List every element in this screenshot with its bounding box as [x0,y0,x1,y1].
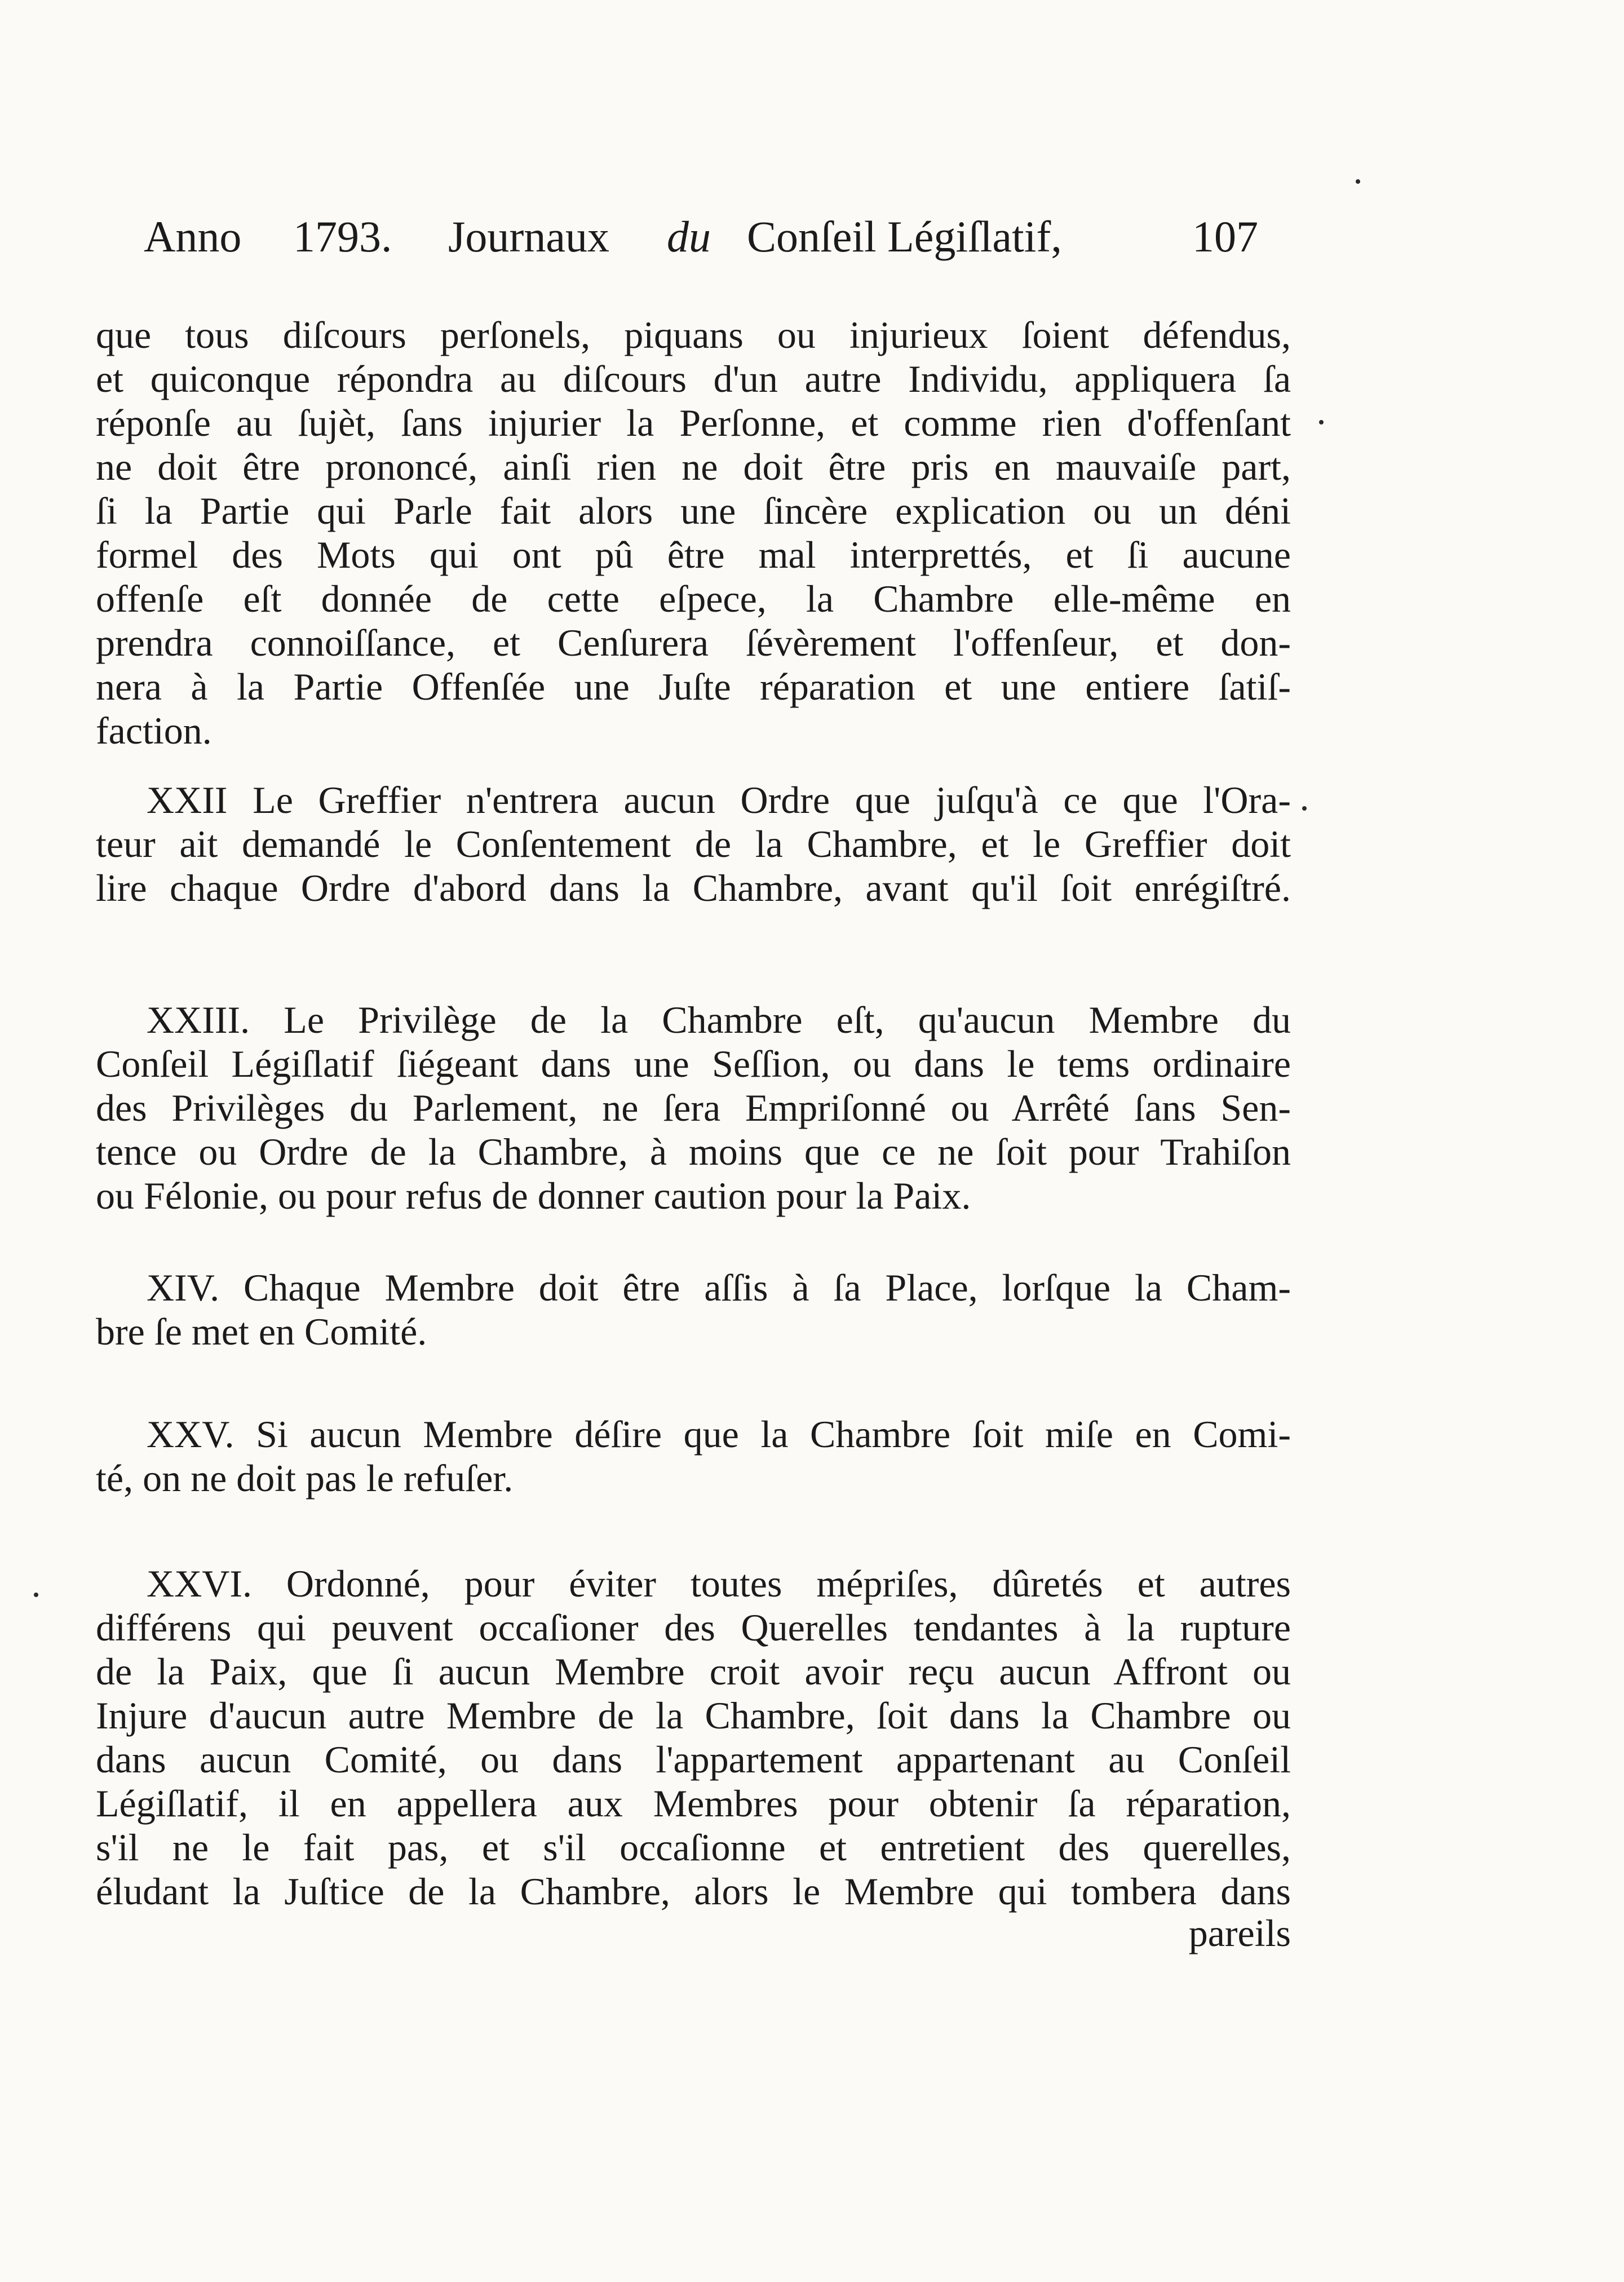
ink-speck [1319,420,1324,424]
header-du: du [667,212,711,261]
text-line: prendra connoiſſance, et Cenſurera ſévèrement l'offenſeur, et don- [96,621,1291,664]
running-header [144,203,1288,271]
text-line: dans aucun Comité, ou dans l'appartement appartenant au Conſeil [96,1738,1291,1781]
text-line: ſi la Partie qui Parle fait alors une ſincère explication ou un déni [96,489,1291,532]
text-line: différens qui peuvent occaſioner des Querelles tendantes à la rupture [96,1606,1291,1649]
text-line: des Privilèges du Parlement, ne ſera Empriſonné ou Arrêté ſans Sen- [96,1086,1291,1129]
text-line: té, on ne doit pas le refuſer. [96,1457,514,1500]
text-line: ou Félonie, ou pour refus de donner caution pour la Paix. [96,1174,971,1217]
text-line: Injure d'aucun autre Membre de la Chambre, ſoit dans la Chambre ou [96,1694,1291,1737]
text-line: tence ou Ordre de la Chambre, à moins que ce ne ſoit pour Trahiſon [96,1130,1291,1173]
text-line: XXII Le Greffier n'entrera aucun Ordre que juſqu'à ce que l'Ora- [147,779,1291,821]
text-line: bre ſe met en Comité. [96,1310,427,1353]
text-line: Conſeil Légiſlatif ſiégeant dans une Seſſion, ou dans le tems ordinaire [96,1042,1291,1085]
page-number: 107 [1192,212,1258,261]
text-line: XXIII. Le Privilège de la Chambre eſt, qu'aucun Membre du [147,998,1291,1041]
text-line: XXVI. Ordonné, pour éviter toutes mépriſes, dûretés et autres [147,1562,1291,1605]
text-line: nera à la Partie Offenſée une Juſte réparation et une entiere ſatiſ- [96,665,1291,708]
catchword: pareils [1188,1912,1291,1954]
paragraph-continuation [96,313,1291,753]
paragraph-article-xxv [96,1412,1291,1500]
paragraph-article-xxvi [96,1562,1291,1913]
text-line: lire chaque Ordre d'abord dans la Chambre, avant qu'il ſoit enrégiſtré. [96,866,1291,909]
text-line: faction. [96,709,212,752]
paragraph-article-xxiii [96,998,1291,1218]
header-anno: Anno [144,212,242,261]
paragraph-article-xiv [96,1266,1291,1354]
ink-speck [1302,806,1307,811]
text-line: de la Paix, que ſi aucun Membre croit avoir reçu aucun Affront ou [96,1650,1291,1693]
text-line: ne doit être prononcé, ainſi rien ne doit être pris en mauvaiſe part, [96,445,1291,488]
text-line: que tous diſcours perſonels, piquans ou injurieux ſoient défendus, [96,313,1291,356]
text-line: teur ait demandé le Conſentement de la Chambre, et le Greffier doit [96,822,1291,865]
catchword-block [96,1911,1291,1955]
text-line: Légiſlatif, il en appellera aux Membres pour obtenir ſa réparation, [96,1782,1291,1825]
ink-speck [1356,179,1360,184]
text-line: formel des Mots qui ont pû être mal interprettés, et ſi aucune [96,533,1291,576]
header-journaux: Journaux [448,212,609,261]
header-year: 1793. [293,212,392,261]
text-line: XIV. Chaque Membre doit être aſſis à ſa Place, lorſque la Cham- [147,1266,1291,1309]
text-line: et quiconque répondra au diſcours d'un autre Individu, appliquera ſa [96,357,1291,400]
text-line: éludant la Juſtice de la Chambre, alors le Membre qui tombera dans [96,1870,1291,1913]
text-line: offenſe eſt donnée de cette eſpece, la Chambre elle-même en [96,577,1291,620]
text-line: réponſe au ſujèt, ſans injurier la Perſonne, et comme rien d'offenſant [96,401,1291,444]
ink-speck [34,1593,38,1597]
text-line: s'il ne le fait pas, et s'il occaſionne et entretient des querelles, [96,1826,1291,1869]
header-title: Conſeil Légiſlatif, [747,212,1062,261]
text-line: XXV. Si aucun Membre déſire que la Chambre ſoit miſe en Comi- [147,1413,1291,1456]
paragraph-article-xxii [96,778,1291,910]
